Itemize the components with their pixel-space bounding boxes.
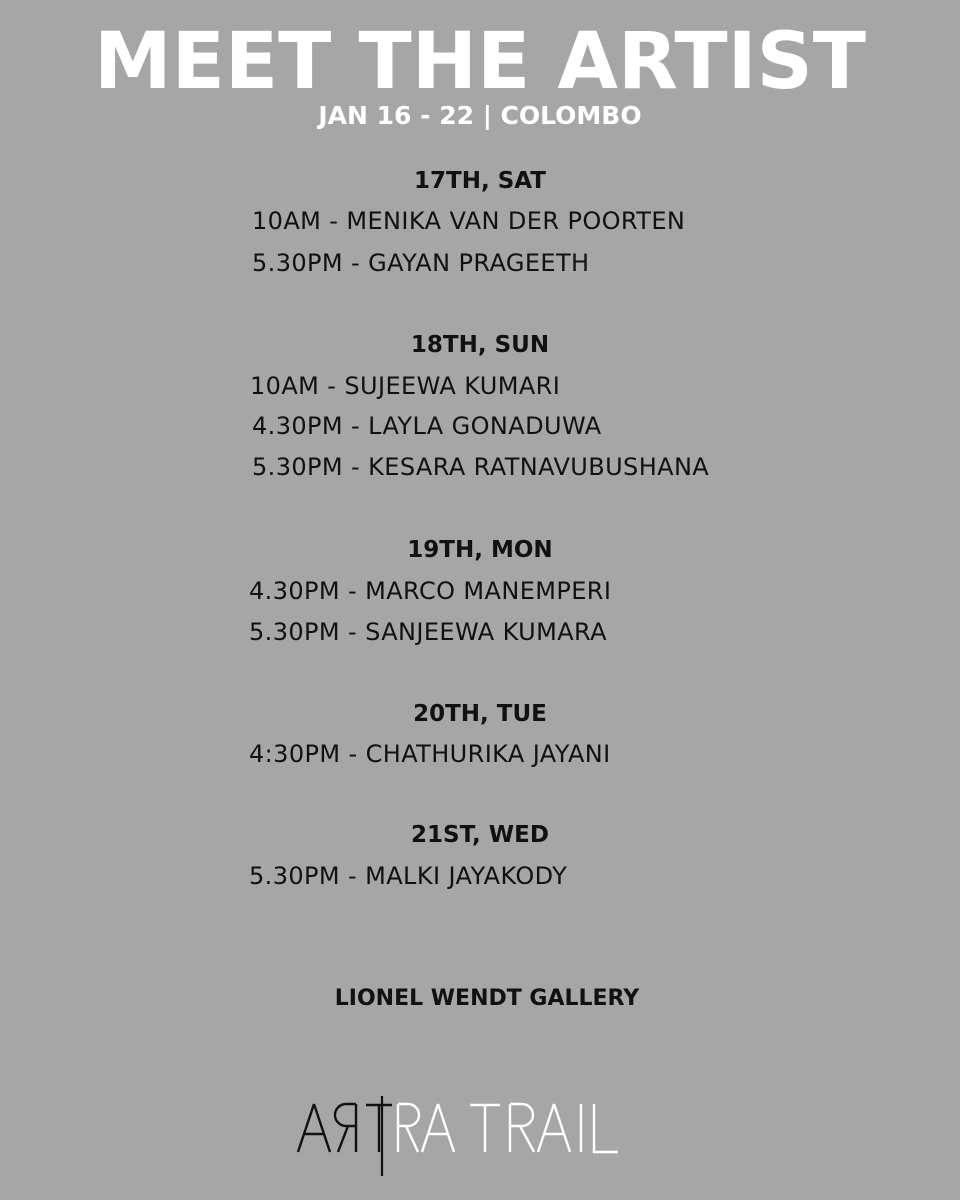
session-item: 4:30PM - CHATHURIKA JAYANI xyxy=(249,740,611,768)
logo-letter-a-light xyxy=(422,1104,454,1152)
day-heading-sun: 18TH, SUN xyxy=(410,332,550,358)
day-heading-tue: 20TH, TUE xyxy=(413,701,547,727)
session-item: 5.30PM - KESARA RATNAVUBUSHANA xyxy=(252,453,710,481)
session-item: 4.30PM - MARCO MANEMPERI xyxy=(249,577,612,605)
logo-letter-r-mirrored xyxy=(335,1104,356,1152)
session-item: 5.30PM - SANJEEWA KUMARA xyxy=(249,618,607,646)
artra-trail-logo xyxy=(294,1090,624,1182)
logo-word-trail xyxy=(470,1104,618,1152)
logo-letter-a-dark xyxy=(298,1104,330,1152)
session-item: 5.30PM - GAYAN PRAGEETH xyxy=(252,249,590,277)
session-item: 5.30PM - MALKI JAYAKODY xyxy=(249,862,568,890)
poster-title: MEET THE ARTIST xyxy=(93,17,866,107)
session-item: 10AM - SUJEEWA KUMARI xyxy=(250,372,561,400)
venue-name: LIONEL WENDT GALLERY xyxy=(334,986,640,1011)
session-item: 10AM - MENIKA VAN DER POORTEN xyxy=(252,207,686,235)
day-heading-mon: 19TH, MON xyxy=(407,537,553,563)
event-dates-location: JAN 16 - 22 | COLOMBO xyxy=(318,101,642,130)
day-heading-wed: 21ST, WED xyxy=(411,822,549,848)
day-heading-sat: 17TH, SAT xyxy=(414,168,546,194)
logo-letter-r-light xyxy=(398,1104,419,1152)
session-item: 4.30PM - LAYLA GONADUWA xyxy=(252,412,602,440)
logo-letter-t-dark xyxy=(366,1105,392,1152)
